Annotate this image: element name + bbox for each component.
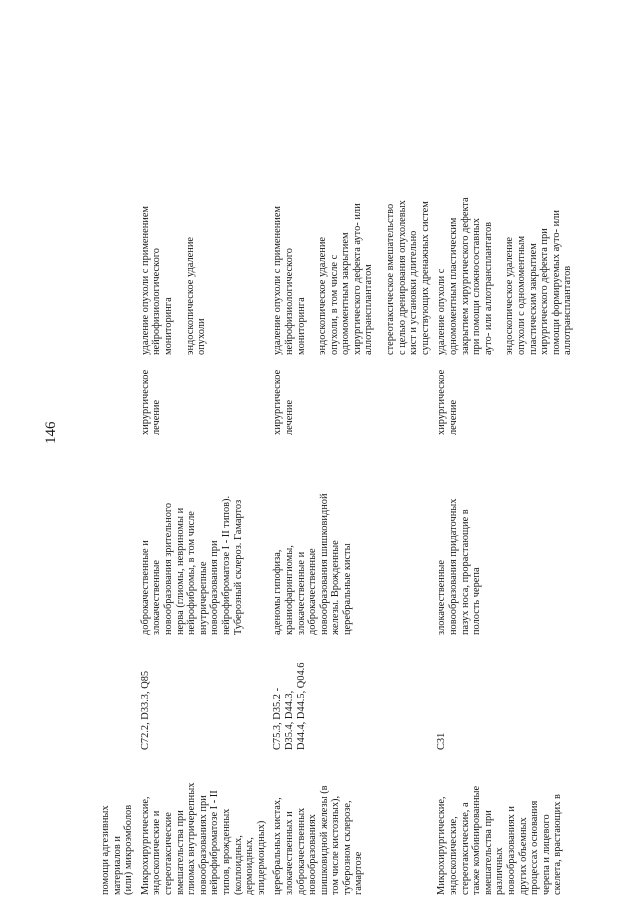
methods-cell [140,135,208,355]
intervention-name-line: эндоскопические, [448,816,460,895]
intervention-name-line: церебральных кистах, [272,797,284,895]
treatment-type-line: лечение [151,399,163,435]
intervention-name-line: различных [494,847,506,895]
method-line: аллотрансплантатов [562,265,574,355]
intervention-name-line: стереотаксические, а [459,802,471,895]
diagnosis-line: нейрофиброматозе I - II типов). [220,495,232,635]
intervention-name-line: новообразованиях [307,814,319,895]
intervention-name-line: скелета, врастающих в [552,794,564,895]
method-item [140,143,175,355]
method-line: эндоскопическое удаление [504,236,516,355]
methods-cell [436,135,574,355]
intervention-name-cell [100,750,135,895]
method-line: одномоментным закрытием [340,232,352,355]
intervention-name-line: других объемных [517,817,529,895]
intervention-name-line: туберозном склерозе, [341,800,353,895]
method-item [185,143,208,355]
method-line: опухоли с одномоментным [516,235,527,355]
icd-code-line: C31 [436,732,448,750]
diagnosis-line: злокачественные [151,560,163,635]
diagnosis-line: новообразования при [209,540,221,635]
treatment-type-cell [140,355,163,435]
method-line: нейрофизиологического [151,248,163,355]
intervention-name-line: глиомах внутричерепных [186,782,198,895]
diagnosis-line: нейрофибромы, в том числе [186,511,198,635]
treatment-type-cell [272,355,295,435]
page-number: 146 [43,421,59,444]
diagnosis-cell [140,435,244,635]
intervention-name-line: новообразованиях и [506,806,517,895]
diagnosis-line: доброкачественные и [139,540,151,635]
treatment-type-line: хирургическое [436,369,448,435]
method-item [436,143,494,355]
intervention-name-line: также комбинированные [471,785,483,895]
method-line: помощи формируемых ауто- или [550,210,562,355]
method-line: опухоли, в том числе с [328,254,340,355]
method-line: ауто- или аллотрансплантатов [482,221,494,355]
method-line: мониторинга [295,297,307,355]
method-line: аллотрансплантатом [363,264,375,355]
method-item [504,143,574,355]
icd-code-line: D44.4, D44.5, Q04.6 [295,662,307,750]
icd-codes-cell [140,635,152,750]
diagnosis-line: новообразования зрительного [162,502,174,635]
diagnosis-line: злокачественные и [295,551,307,635]
table-row [272,15,431,895]
diagnosis-line: новообразования шишковидной [318,493,330,635]
method-line: пластическим закрытием [527,243,539,355]
icd-codes-cell [436,635,448,750]
diagnosis-line: аденомы гипофиза, [272,549,284,635]
diagnosis-line: полость черепа [471,567,483,635]
methods-cell [272,135,431,355]
method-item [385,143,431,355]
intervention-name-line: помощи адгезивных материалов и [100,805,123,895]
method-line: нейрофизиологического [283,248,295,355]
intervention-name-cell [272,750,365,895]
treatment-type-line: хирургическое [139,369,151,435]
intervention-name-line: Микрохирургические, [436,796,448,895]
diagnosis-line: внутричерепные [197,561,209,635]
icd-code-line: C72.2, D33.3, Q85 [139,670,151,750]
method-line: стереотаксическое вмешательство [385,203,397,355]
diagnosis-line: Туберозный склероз. Гамартоз [232,499,244,635]
icd-codes-cell [272,635,307,750]
treatment-type-line: лечение [283,399,295,435]
diagnosis-line: железы. Врожденные [330,540,342,635]
method-line: одномоментным пластическим [448,217,460,355]
intervention-name-line: черепа и лицевого [540,814,552,895]
diagnosis-line: злокачественные [436,560,448,635]
table-row [100,15,135,895]
intervention-name-line: вмешательства при [174,810,186,895]
table-row [140,15,268,895]
intervention-name-line: (коллоидных, [232,835,244,895]
diagnosis-line: новообразования придаточных [448,498,460,635]
method-item [317,143,375,355]
intervention-name-cell [140,750,268,895]
diagnosis-cell [436,435,482,635]
method-line: хирургического дефекта при [539,228,551,355]
intervention-name-line: эпидермоидных) [255,820,267,895]
method-line: хирургического дефекта ауто- или [351,203,363,355]
method-line: эндоскопическое удаление [184,236,196,355]
treatment-type-cell [436,355,459,435]
method-line: эндоскопическое удаление [317,236,329,355]
table-row [436,15,574,895]
method-line: кист и установки длительно [408,230,420,355]
diagnosis-line: нерва (глиомы, невриномы и [174,507,186,635]
intervention-name-line: процессах основания [529,800,541,895]
intervention-name-line: вмешательства при [482,810,494,895]
method-line: мониторинга [162,297,174,355]
method-line: опухоли [196,318,208,355]
method-line: удаление опухоли с [436,268,448,355]
diagnosis-line: доброкачественные [307,548,319,635]
method-line: закрытием хирургического дефекта [459,197,471,355]
diagnosis-line: церебральные кисты [341,543,353,635]
intervention-name-line: том числе кистозных), [330,795,342,895]
icd-code-line: D35.4, D44.3, [283,690,295,750]
intervention-name-line: типов, врожденных [220,808,232,895]
icd-code-line: C75.3, D35.2 - [272,687,284,750]
diagnosis-cell [272,435,353,635]
intervention-name-line: нейрофиброматозе I - II [209,790,221,895]
method-item [272,143,307,355]
intervention-name-line: доброкачественных [295,807,307,895]
intervention-name-line: злокачественных и [283,811,295,895]
method-line: удаление опухоли с применением [272,205,284,355]
intervention-name-line: новообразованиях при [197,795,209,895]
intervention-name-cell [436,750,564,895]
rotated-page-content [100,15,620,895]
intervention-name-line: стереотаксические [162,812,174,895]
diagnosis-line: краниофарингиомы, [283,545,295,635]
method-line: при помощи сложносоставных [471,218,483,355]
treatment-type-line: лечение [448,399,460,435]
intervention-name-line: гамартозе [353,851,365,895]
treatment-table [100,15,574,895]
treatment-type-line: хирургическое [272,369,284,435]
intervention-name-line: эндоскопические и [151,810,163,895]
method-line: с целью дренирования опухолевых [396,200,408,355]
method-line: удаление опухоли с применением [139,205,151,355]
method-line: существующих дренажных систем [419,201,431,355]
diagnosis-line: пазух носа, прорастающие в [459,509,471,635]
intervention-name-line: шишковидной железы (в [318,785,330,895]
intervention-name-line: дермоидных, [244,837,256,895]
intervention-name-line: Микрохирургические, [139,796,151,895]
intervention-name-line: (или) микроэмболов [123,804,135,895]
